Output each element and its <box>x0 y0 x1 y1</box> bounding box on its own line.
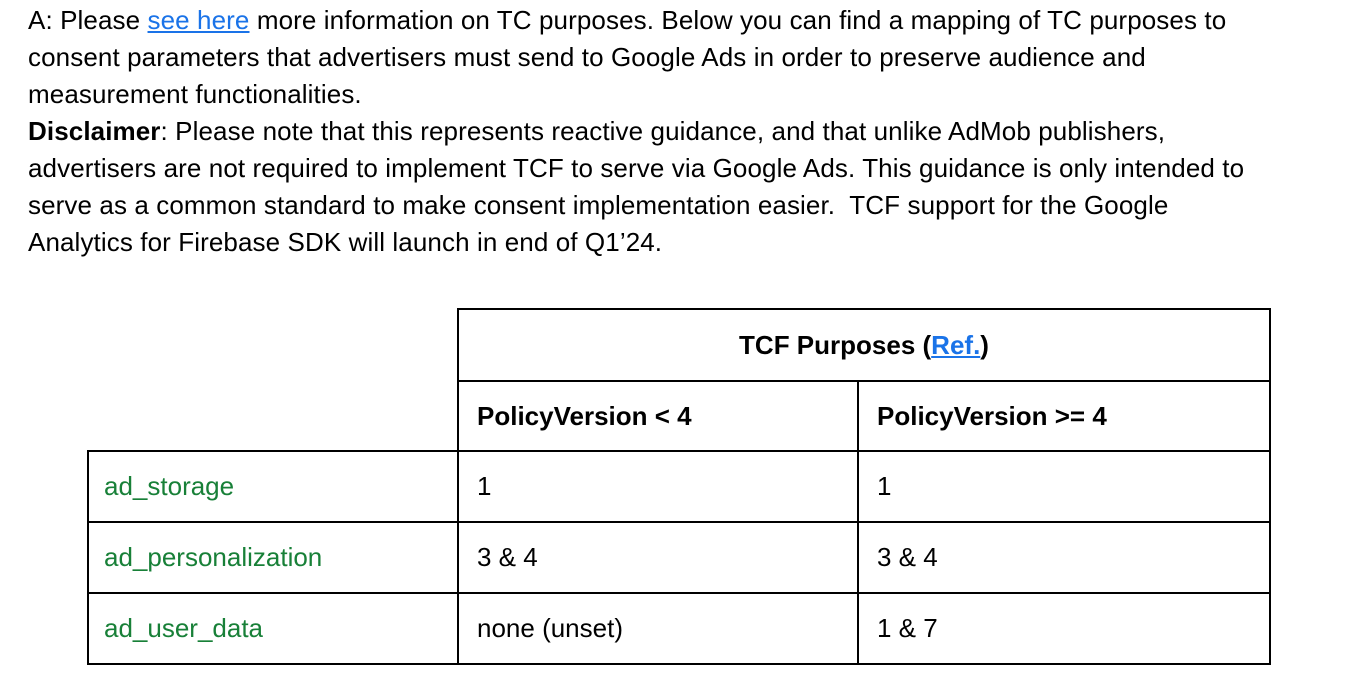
table-spacer-cell-top <box>88 309 458 381</box>
answer-line-3: measurement functionalities. <box>28 79 362 109</box>
answer-line-2: consent parameters that advertisers must send to Google Ads in order to preserve audience and <box>28 42 1146 72</box>
table-row <box>88 451 1270 522</box>
disclaimer-line-4: Analytics for Firebase SDK will launch in end of Q1’24. <box>28 227 663 257</box>
ad-personalization-gte4-value: 3 & 4 <box>858 522 1270 593</box>
column-header-policyversion-gte4: PolicyVersion >= 4 <box>858 381 1270 451</box>
disclaimer-line-3: serve as a common standard to make consent implementation easier. TCF support for the Google <box>28 190 1169 220</box>
disclaimer-line-2: advertisers are not required to implement TCF to serve via Google Ads. This guidance is only intended to <box>28 153 1245 183</box>
ad-storage-lt4-value: 1 <box>458 451 858 522</box>
row-label-ad-user-data: ad_user_data <box>88 593 458 664</box>
ad-user-data-gte4-value: 1 & 7 <box>858 593 1270 664</box>
answer-paragraph <box>28 2 1244 261</box>
disclaimer-line-1-rest: : Please note that this represents reactive guidance, and that unlike AdMob publishers, <box>160 116 1166 146</box>
ref-link[interactable]: Ref. <box>931 329 981 360</box>
ad-personalization-lt4-value: 3 & 4 <box>458 522 858 593</box>
column-header-policyversion-lt4: PolicyVersion < 4 <box>458 381 858 451</box>
table-title-suffix: ) <box>980 329 989 360</box>
answer-line-1-prefix: A: Please <box>28 5 148 35</box>
ad-user-data-lt4-value: none (unset) <box>458 593 858 664</box>
row-label-ad-storage: ad_storage <box>88 451 458 522</box>
table-row <box>88 522 1270 593</box>
table-spacer-cell-sub <box>88 381 458 451</box>
tcf-purposes-table <box>87 308 1271 665</box>
row-label-ad-personalization: ad_personalization <box>88 522 458 593</box>
answer-line-1-suffix: more information on TC purposes. Below you can find a mapping of TC purposes to <box>249 5 1227 35</box>
table-title-cell <box>458 309 1270 381</box>
see-here-link[interactable]: see here <box>147 5 250 35</box>
disclaimer-line-1 <box>28 113 1244 150</box>
answer-line-1 <box>28 2 1244 39</box>
table-title-prefix: TCF Purposes ( <box>739 329 932 360</box>
table-row <box>88 593 1270 664</box>
disclaimer-label: Disclaimer <box>28 116 161 146</box>
ad-storage-gte4-value: 1 <box>858 451 1270 522</box>
